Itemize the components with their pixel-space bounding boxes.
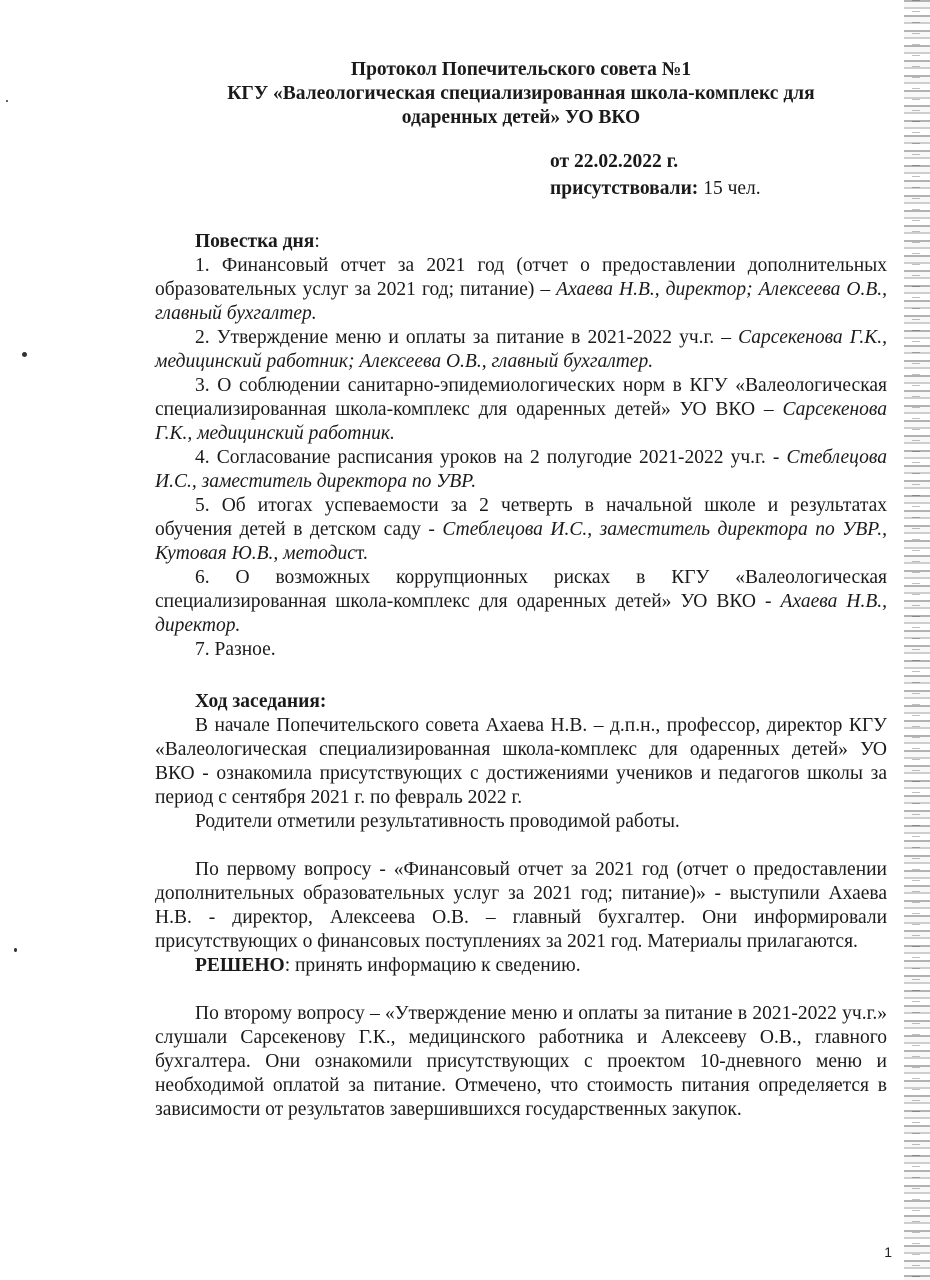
scan-speck [22, 352, 27, 357]
agenda-item-6: 6. О возможных коррупционных рисках в КГУ «Валеологическая специализированная школа-комплекс для одаренных детей» УО ВКО - Ахаева Н.В., директор. [155, 567, 887, 636]
attendance [550, 175, 887, 202]
title-line-3: одаренных детей» УО ВКО [401, 107, 641, 128]
page-number: 1 [884, 1244, 892, 1260]
meeting-date: от 22.02.2022 г. [550, 151, 679, 172]
proceedings-paragraph-1: В начале Попечительского совета Ахаева Н.В. – д.п.н., профессор, директор КГУ «Валеологическая специализированная школа-комплекс для одаренных детей» УО ВКО - ознакомила присутствующих с достижениями учеников и педагогов школы за период с сентября 2021 г. по февраль 2022 г. [155, 715, 887, 808]
attendance-label: присутствовали: [550, 178, 699, 199]
decision-1 [155, 954, 887, 978]
title-line-2: КГУ «Валеологическая специализированная школа-комплекс для [227, 83, 815, 104]
agenda-item-7: 7. Разное. [195, 639, 276, 660]
decision-label: РЕШЕНО [195, 955, 285, 976]
document-page [155, 58, 887, 1122]
meeting-meta [550, 148, 887, 202]
question-2-paragraph: По второму вопросу – «Утверждение меню и оплаты за питание в 2021-2022 уч.г.» слушали Сарсекенову Г.К., медицинского работника и Алексееву О.В., главного бухгалтера. Они ознакомили присутствующих с проектом 10-дневного меню и необходимой оплатой за питание. Отмечено, что стоимость питания определяется в зависимости от результатов завершившихся государственных закупок. [155, 1003, 887, 1120]
agenda-item-5: 5. Об итогах успеваемости за 2 четверть в начальной школе и результатах обучения детей в детском саду - Стеблецова И.С., заместитель директора по УВР., Кутовая Ю.В., методист. [155, 495, 887, 564]
agenda-item-3: 3. О соблюдении санитарно-эпидемиологических норм в КГУ «Валеологическая специализированная школа-комплекс для одаренных детей» УО ВКО – Сарсекенова Г.К., медицинский работник. [155, 375, 887, 444]
question-1-paragraph: По первому вопросу - «Финансовый отчет за 2021 год (отчет о предоставлении дополнительных образовательных услуг за 2021 год; питание)» - выступили Ахаева Н.В. - директор, Алексеева О.В. – главный бухгалтер. Они информировали присутствующих о финансовых поступлениях за 2021 год. Материалы прилагаются. [155, 859, 887, 952]
agenda-item-4: 4. Согласование расписания уроков на 2 полугодие 2021-2022 уч.г. - Стеблецова И.С., заместитель директора по УВР. [155, 447, 887, 492]
scan-speck [6, 100, 8, 102]
title-line-1: Протокол Попечительского совета №1 [350, 59, 692, 80]
proceedings-paragraph-2: Родители отметили результативность проводимой работы. [195, 811, 680, 832]
agenda-heading: Повестка дня: [195, 231, 320, 252]
decision-text: : принять информацию к сведению. [284, 955, 581, 976]
scan-edge-artifact-inner [912, 0, 920, 1280]
agenda-item-1: 1. Финансовый отчет за 2021 год (отчет о предоставлении дополнительных образовательных услуг за 2021 год; питание) – Ахаева Н.В., директор; Алексеева О.В., главный бухгалтер. [155, 255, 887, 324]
scan-speck [14, 948, 17, 952]
attendance-value: 15 чел. [703, 178, 761, 199]
proceedings-heading: Ход заседания: [195, 691, 327, 712]
document-title [155, 58, 887, 130]
agenda-item-2: 2. Утверждение меню и оплаты за питание в 2021-2022 уч.г. – Сарсекенова Г.К., медицинский работник; Алексеева О.В., главный бухгалтер. [155, 327, 887, 372]
